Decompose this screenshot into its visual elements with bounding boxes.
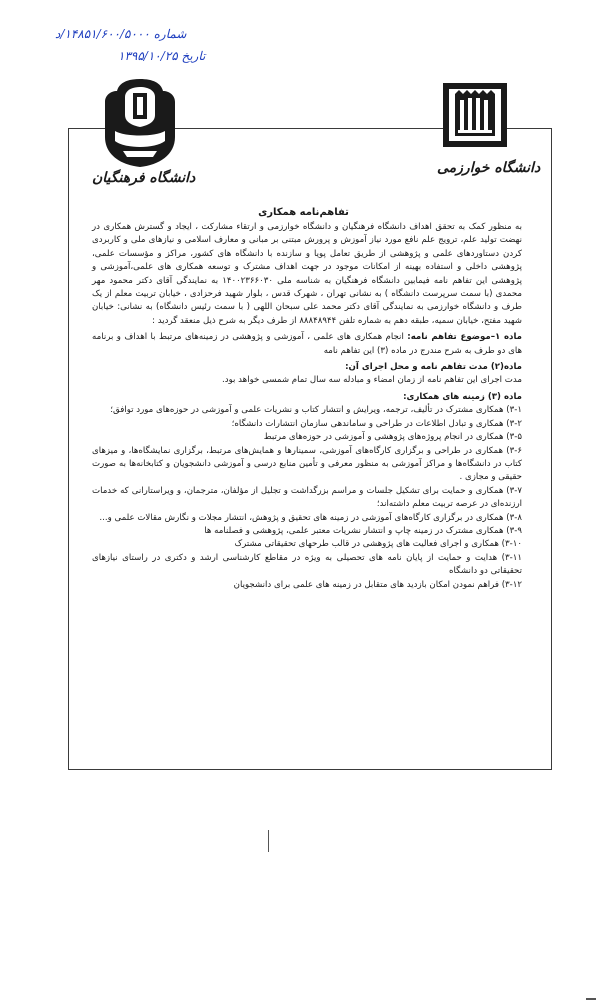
kharazmi-caption: دانشگاه خوارزمی — [437, 160, 541, 176]
list-item: ۳-۶) همکاری در طراحی و برگزاری کارگاه‌های آموزشی، سمینارها و همایش‌های مرتبط، برگزاری نمایشگاه‌ها، و میزهای کتاب در دانشگاه‌ها و مراکز آموزشی به منظور معرفی و تأمین منابع درسی و آموزشی دانشجویان و کتابخانه‌ها به صورت حقیقی و مجازی . — [92, 445, 522, 483]
list-item: ۳-۱) همکاری مشترک در تألیف، ترجمه، ویرایش و انتشار کتاب و نشریات علمی و آموزشی در حوزه‌های مورد توافق؛ — [110, 405, 522, 416]
list-item: ۳-۱۱) هدایت و حمایت از پایان نامه های تحصیلی به ویژه در مقاطع کارشناسی ارشد و دکتری در راستای نیازهای تحقیقاتی دو دانشگاه — [92, 552, 522, 577]
intro-paragraph: به منظور کمک به تحقق اهداف دانشگاه فرهنگیان و دانشگاه خوارزمی و ارتقاء مشارکت ، ایجاد و گسترش همکاری در نهضت تولید علم، ترویج علم نافع مورد نیاز آموزش و پرورش مبتنی بر مبانی و معارف اسلامی و نیازهای ملی و کاربردی کردن دستاوردهای علمی و پژوهشی از طریق تعامل پویا و سازنده با دانشگاه های کشور، مراکز و مؤسسات علمی، پژوهشی داخلی و استفاده بهینه از امکانات موجود در جهت اهداف مشترک و توسعه همکاری های علمی،آموزشی و پژوهشی این تفاهم نامه فیمابین دانشگاه فرهنگیان به شناسه ملی ۱۴۰۰۲۳۶۶۰۳۰ به نمایندگی آقای دکتر محمود مهر محمدی (با سمت سرپرست دانشگاه ) به نشانی تهران ، شهرک قدس ، بلوار شهید فرحزادی ، خیابان تربیت معلم از یک طرف و دانشگاه خوارزمی به نمایندگی آقای دکتر محمد علی سبحان اللهی ( با سمت رئیس دانشگاه) به نشانی: خیابان شهید مفتح، خیابان سمیه، طبقه دهم به شماره تلفن ۸۸۸۴۸۹۴۴ از طرف دیگر به شرح ذیل منعقد گردید : — [92, 222, 522, 326]
article-3-heading: ماده (۳) زمینه های همکاری: — [403, 391, 522, 402]
document-title: تفاهم‌نامه همکاری — [258, 207, 349, 218]
list-item: ۳-۸) همکاری در برگزاری کارگاه‌های آموزشی در زمینه های تحقیق و پژوهش، انتشار مجلات و نگارش مقالات علمی و... — [99, 512, 522, 523]
list-item: ۳-۲) همکاری و تبادل اطلاعات در طراحی و ساماندهی سازمان انتشارات دانشگاه؛ — [231, 418, 522, 429]
list-item: ۳-۱۰) همکاری و اجرای فعالیت های پژوهشی در قالب طرحهای تحقیقاتی مشترک — [234, 539, 522, 550]
list-item: ۳-۷) همکاری و حمایت برای تشکیل جلسات و مراسم بزرگداشت و تجلیل از مؤلفان، مترجمان، و ویراستارانی که خدمات ارزنده‌ای در عرصه تربیت معلم داشته‌اند؛ — [92, 485, 522, 510]
farhangian-logo-icon — [95, 75, 185, 170]
farhangian-caption: دانشگاه فرهنگیان — [92, 170, 196, 186]
article-2-heading: ماده(۲) مدت تفاهم نامه و محل اجرای آن: — [345, 362, 522, 373]
list-item: ۳-۹) همکاری مشترک در زمینه چاپ و انتشار نشریات معتبر علمی، پژوهشی و فصلنامه ها — [204, 525, 522, 536]
divider — [268, 830, 269, 852]
article-2-text: مدت اجرای این تفاهم نامه از زمان امضاء و مبادله سه سال تمام شمسی خواهد بود. — [222, 375, 522, 386]
article-1-text: انجام همکاری های علمی ، آموزشی و پژوهشی در زمینه‌های مرتبط با اهداف و برنامه های دو طرف به شرح مندرج در ماده (۳) این تفاهم نامه — [92, 332, 522, 356]
list-item: ۳-۱۲) فراهم نمودن امکان بازدید های متقابل در زمینه های علمی برای دانشجویان — [233, 579, 522, 590]
article-1-heading: ماده ۱–موضوع تفاهم نامه: — [407, 332, 522, 343]
kharazmi-logo-icon — [440, 80, 510, 155]
article-1 — [92, 331, 522, 358]
letter-date: تاریخ ۱۳۹۵/۱۰/۲۵ — [118, 49, 206, 63]
list-item: ۳-۵) همکاری در انجام پروژه‌های پژوهشی و آموزشی در حوزه‌های مرتبط — [263, 432, 522, 443]
document-body — [92, 221, 522, 592]
letter-number: شماره ۱۴۸۵۱/۶۰۰/۵۰۰۰/د — [55, 27, 187, 41]
